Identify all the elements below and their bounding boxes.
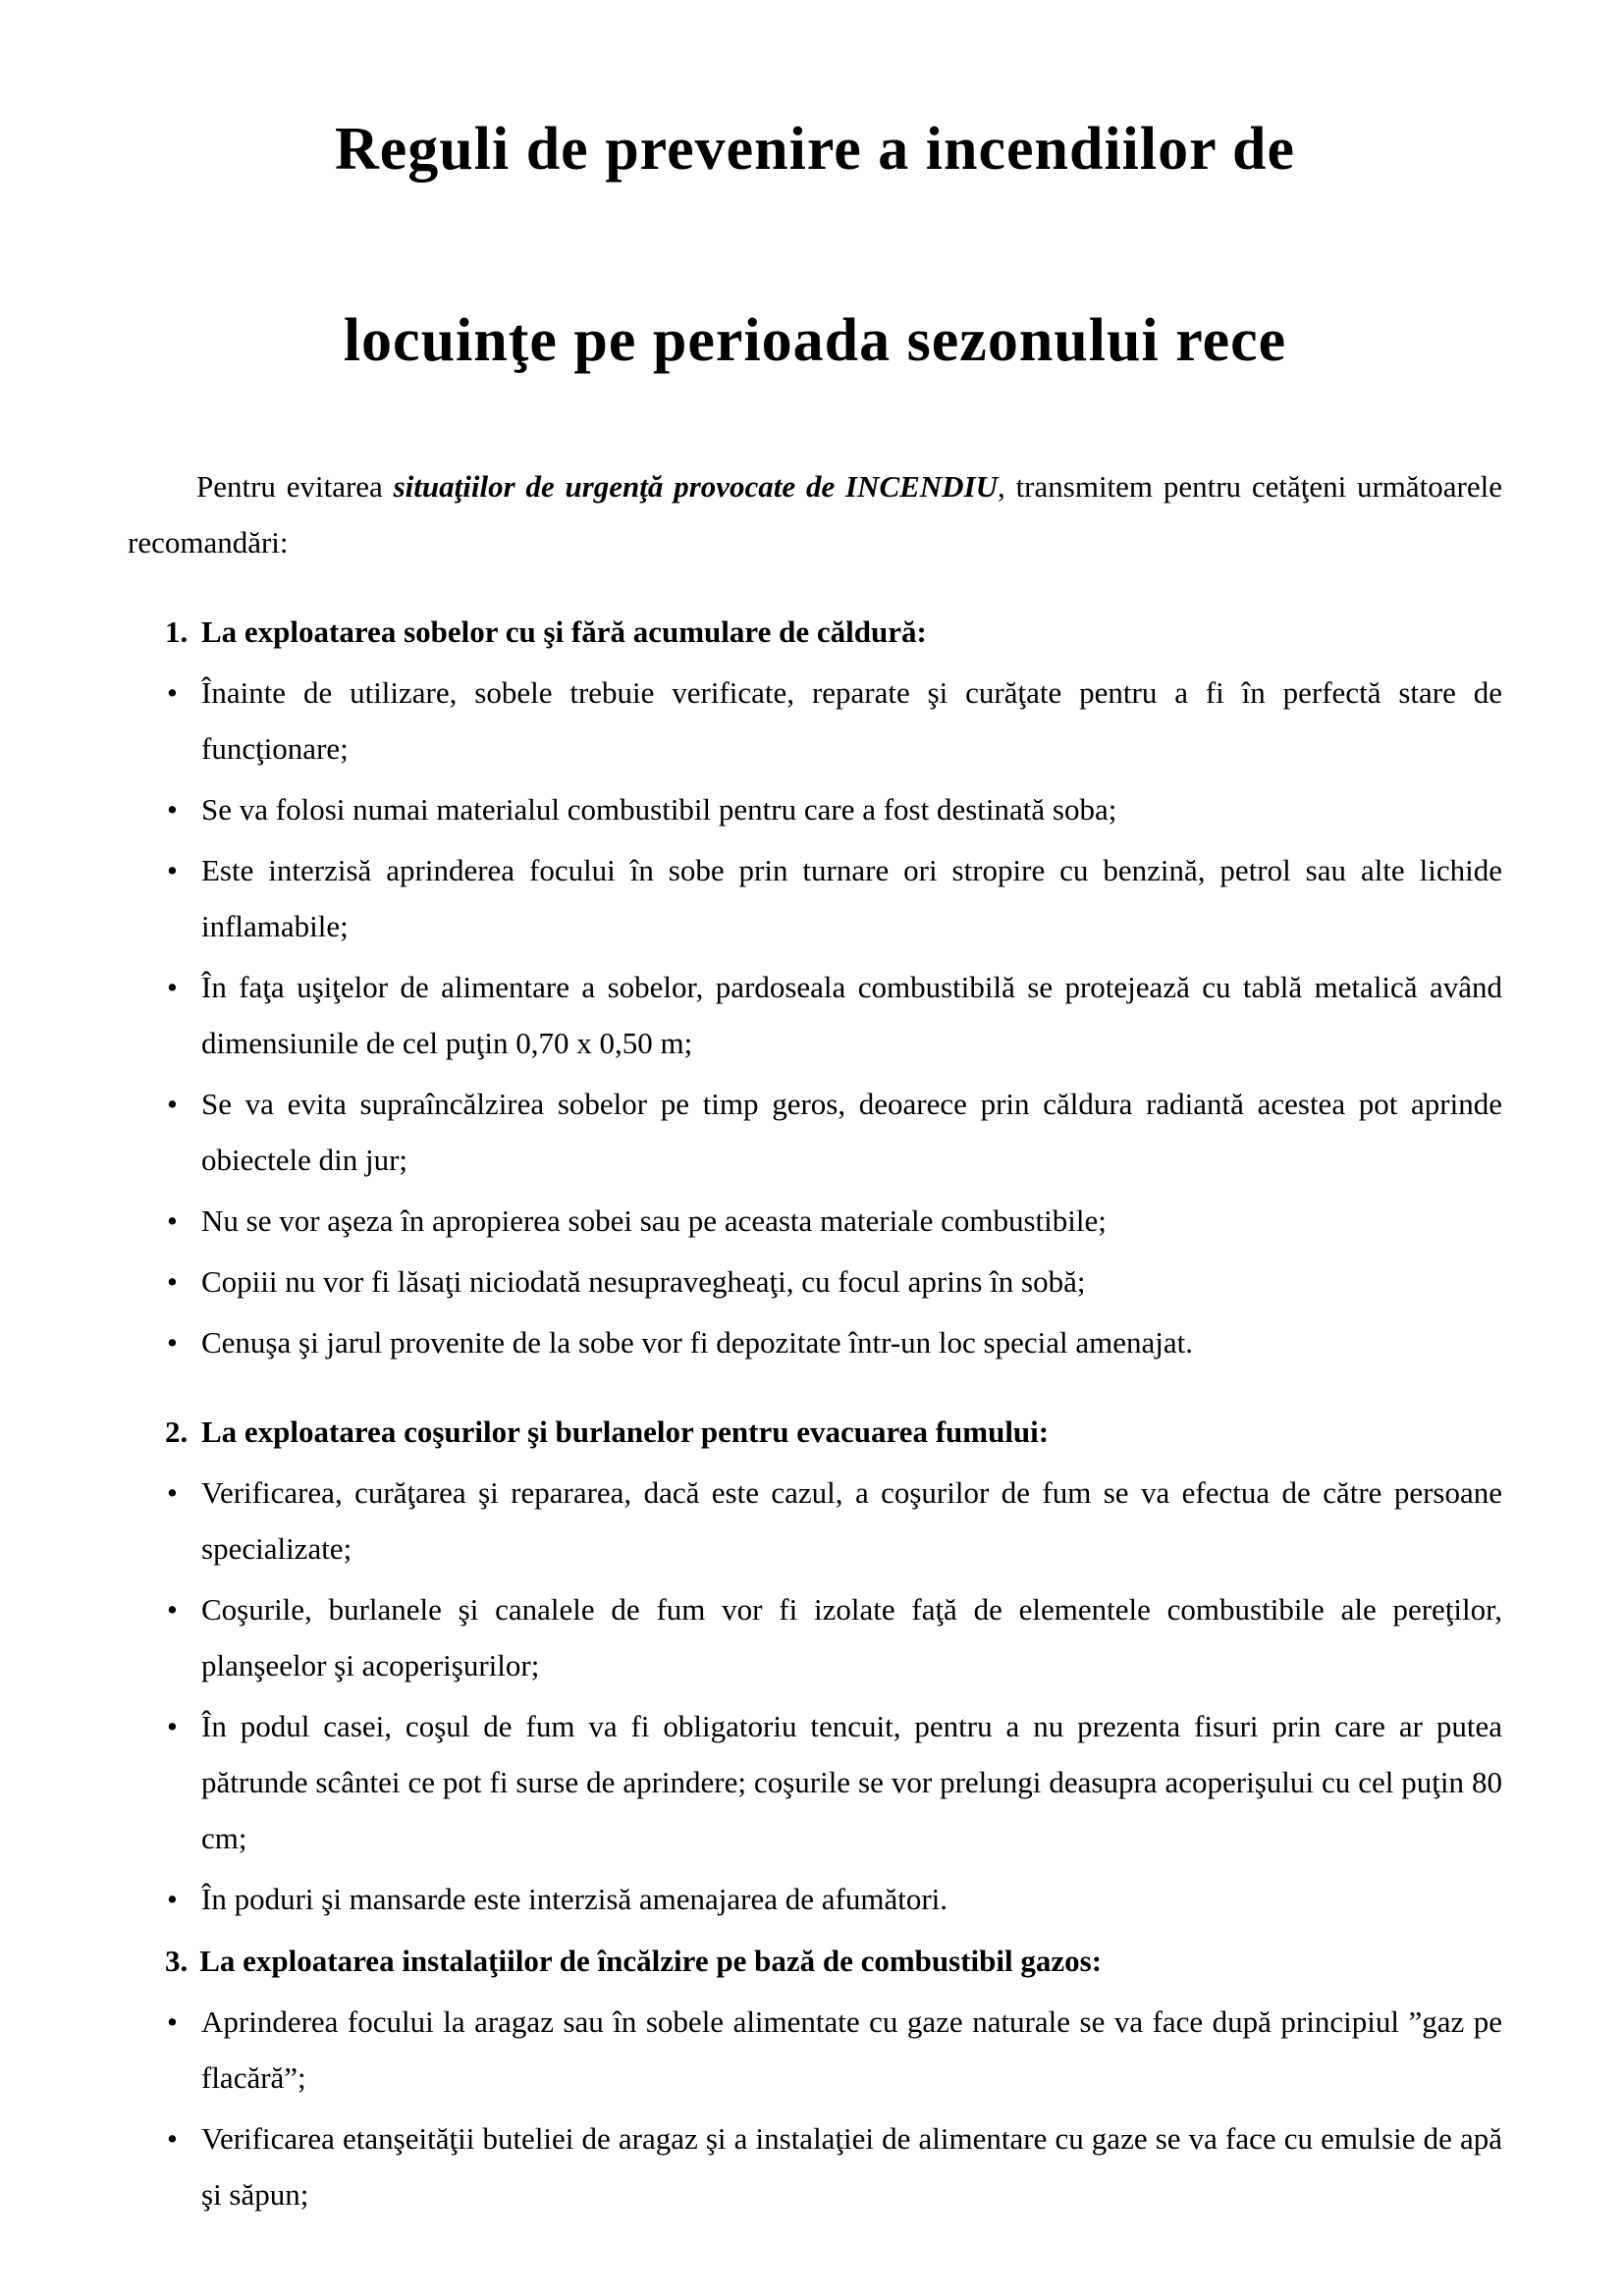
bullet-item: • Este interzisă aprinderea focului în sobe prin turnare ori stropire cu benzină, petrol sau alte lichide inflamabile;: [128, 842, 1502, 954]
bullet-item: • În podul casei, coşul de fum va fi obligatoriu tencuit, pentru a nu prezenta fisuri prin care ar putea pătrunde scântei ce pot fi surse de aprindere; coşurile se vor prelungi deasupra acoperişului cu cel puţin 80 cm;: [128, 1698, 1502, 1866]
section-2-heading: [165, 1404, 1502, 1460]
bullet-item: • Se va folosi numai materialul combustibil pentru care a fost destinată soba;: [128, 781, 1502, 837]
section-chimneys: [128, 1404, 1502, 1927]
bullet-item: • În poduri şi mansarde este interzisă amenajarea de afumători.: [128, 1871, 1502, 1927]
section-3-bullet-list: [128, 1994, 1502, 2222]
bullet-item: • Înainte de utilizare, sobele trebuie verificate, reparate şi curăţate pentru a fi în perfectă stare de funcţionare;: [128, 665, 1502, 776]
document-title-line-1: Reguli de prevenire a incendiilor de: [334, 116, 1296, 183]
document-title: [128, 54, 1502, 437]
bullet-item: • În faţa uşiţelor de alimentare a sobelor, pardoseala combustibilă se protejează cu tablă metalică având dimensiunile de cel puţin 0,70 x 0,50 m;: [128, 959, 1502, 1071]
section-1-number: 1.: [165, 614, 189, 649]
bullet-item: • Coşurile, burlanele şi canalele de fum vor fi izolate faţă de elementele combustibile ale pereţilor, planşeelor şi acoperişurilor;: [128, 1581, 1502, 1693]
intro-paragraph: [128, 458, 1502, 570]
document-title-line-2: locuinţe pe perioada sezonului rece: [343, 307, 1287, 374]
section-3-heading: [165, 1933, 1502, 1989]
section-3-title: La exploatarea instalaţiilor de încălzire pe bază de combustibil gazos:: [199, 1944, 1103, 1978]
section-1-bullet-list: [128, 665, 1502, 1370]
intro-emphasis: situaţiilor de urgenţă provocate de INCENDIU: [393, 469, 999, 504]
section-2-number: 2.: [165, 1415, 189, 1449]
section-stoves: [128, 604, 1502, 1370]
bullet-item: • Verificarea, curăţarea şi repararea, dacă este cazul, a coşurilor de fum se va efectua de către persoane specializate;: [128, 1465, 1502, 1576]
section-2-bullet-list: [128, 1465, 1502, 1927]
bullet-item: • Verificarea etanşeităţii buteliei de aragaz şi a instalaţiei de alimentare cu gaze se va face cu emulsie de apă şi săpun;: [128, 2110, 1502, 2222]
bullet-item: • Aprinderea focului la aragaz sau în sobele alimentate cu gaze naturale se va face după principiul ”gaz pe flacără”;: [128, 1994, 1502, 2106]
bullet-item: • Copiii nu vor fi lăsaţi niciodată nesupravegheaţi, cu focul aprins în sobă;: [128, 1254, 1502, 1309]
bullet-item: • Nu se vor aşeza în apropierea sobei sau pe aceasta materiale combustibile;: [128, 1193, 1502, 1249]
intro-lead: Pentru evitarea: [196, 469, 394, 504]
bullet-item: • Se va evita supraîncălzirea sobelor pe timp geros, deoarece prin căldura radiantă acestea pot aprinde obiectele din jur;: [128, 1076, 1502, 1188]
section-3-number: 3.: [165, 1944, 189, 1978]
section-gas-heating: [128, 1933, 1502, 2222]
section-2-title: La exploatarea coşurilor şi burlanelor pentru evacuarea fumului:: [201, 1415, 1050, 1449]
section-1-title: La exploatarea sobelor cu şi fără acumulare de căldură:: [201, 614, 927, 649]
bullet-item: • Cenuşa şi jarul provenite de la sobe vor fi depozitate într-un loc special amenajat.: [128, 1314, 1502, 1370]
section-1-heading: [165, 604, 1502, 660]
intro-tail: , transmitem pentru cetăţeni următoarele recomandări:: [128, 469, 1503, 560]
